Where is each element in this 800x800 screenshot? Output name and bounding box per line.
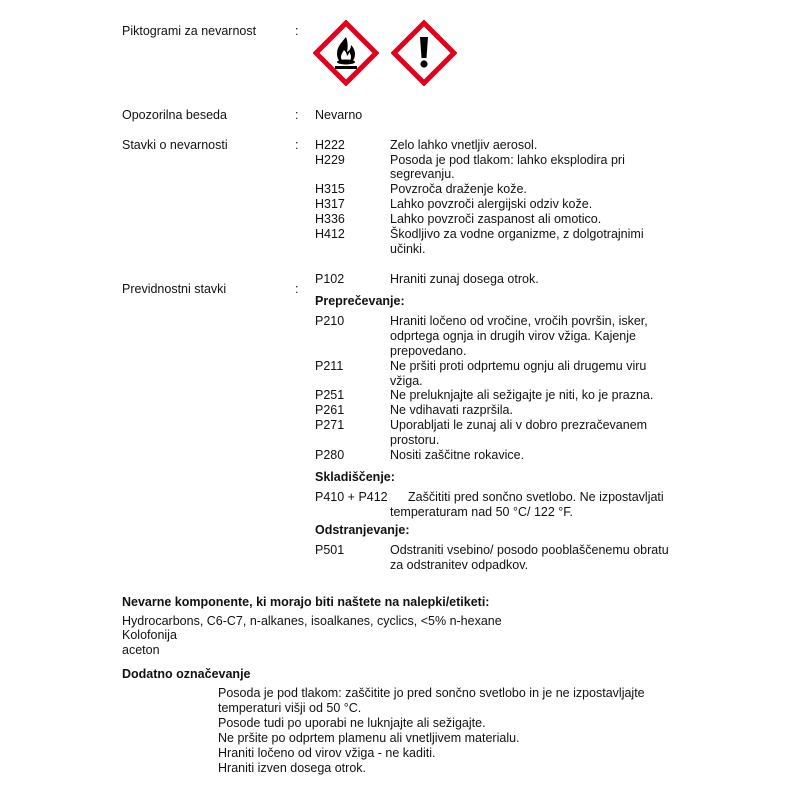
signal-word-colon: :: [295, 108, 299, 122]
statement-code: P261: [315, 403, 345, 417]
component-item: Hydrocarbons, C6-C7, n-alkanes, isoalkanes, cyclics, <5% n-hexane: [122, 614, 502, 628]
statement-text: Škodljivo za vodne organizme, z dolgotrajnimi: [390, 227, 644, 241]
statement-text: prostoru.: [390, 433, 440, 447]
statement-code: H229: [315, 153, 345, 167]
statement-code: H317: [315, 197, 345, 211]
statement-text: Povzroča draženje kože.: [390, 182, 527, 196]
disposal-heading: Odstranjevanje:: [315, 523, 410, 537]
statement-text: Ne preluknjajte ali sežigajte je niti, ko je prazna.: [390, 388, 654, 402]
statement-text: Ne vdihavati razpršila.: [390, 403, 513, 417]
statement-text: Lahko povzroči alergijski odziv kože.: [390, 197, 593, 211]
statement-text: Zaščititi pred sončno svetlobo. Ne izpostavljati: [408, 490, 664, 504]
prevention-heading: Preprečevanje:: [315, 294, 405, 308]
statement-text: vžiga.: [390, 374, 423, 388]
component-item: aceton: [122, 643, 160, 657]
precautionary-statements-label: Previdnostni stavki: [122, 282, 227, 296]
statement-text: za odstranitev odpadkov.: [390, 558, 529, 572]
statement-code: H315: [315, 182, 345, 196]
precautionary-statements-colon: :: [295, 282, 299, 296]
component-item: Kolofonija: [122, 628, 177, 642]
signal-word-label: Opozorilna beseda: [122, 108, 227, 122]
statement-code: P501: [315, 543, 345, 557]
statement-text: Uporabljati le zunaj ali v dobro prezračevanem: [390, 418, 648, 432]
hazard-statements-label: Stavki o nevarnosti: [122, 138, 228, 152]
statement-text: Posoda je pod tlakom: lahko eksplodira pri: [390, 153, 625, 167]
additional-line: Posoda je pod tlakom: zaščitite jo pred sončno svetlobo in je ne izpostavljajte: [218, 686, 645, 700]
statement-code: H336: [315, 212, 345, 226]
hazardous-components-heading: Nevarne komponente, ki morajo biti naštete na nalepki/etiketi:: [122, 595, 490, 609]
statement-code: P271: [315, 418, 345, 432]
statement-code: P280: [315, 448, 345, 462]
statement-text: Hraniti ločeno od vročine, vročih površin, isker,: [390, 314, 648, 328]
statement-text: Ne pršiti proti odprtemu ognju ali drugemu viru: [390, 359, 647, 373]
additional-line: temperaturi višji od 50 °C.: [218, 701, 362, 715]
statement-code: P211: [315, 359, 344, 373]
pictograms-colon: :: [295, 24, 299, 38]
statement-text: Nositi zaščitne rokavice.: [390, 448, 525, 462]
statement-code: H412: [315, 227, 345, 241]
statement-code: P410 + P412: [315, 490, 388, 504]
statement-text: učinki.: [390, 242, 426, 256]
statement-code: H222: [315, 138, 345, 152]
pictograms-label: Piktogrami za nevarnost: [122, 24, 257, 38]
additional-line: Hraniti ločeno od virov vžiga - ne kaditi.: [218, 746, 436, 760]
signal-word-value: Nevarno: [315, 108, 363, 122]
statement-code: P102: [315, 272, 345, 286]
statement-text: prepovedano.: [390, 344, 467, 358]
statement-text: Odstraniti vsebino/ posodo pooblaščenemu obratu: [390, 543, 669, 557]
statement-text: segrevanju.: [390, 167, 455, 181]
exclamation-mark-icon: [391, 20, 457, 86]
hazard-statements-colon: :: [295, 138, 299, 152]
additional-line: Hraniti izven dosega otrok.: [218, 761, 366, 775]
additional-line: Ne pršite po odprtem plamenu ali vnetljivem materialu.: [218, 731, 520, 745]
statement-code: P251: [315, 388, 345, 402]
statement-text: Zelo lahko vnetljiv aerosol.: [390, 138, 538, 152]
storage-heading: Skladiščenje:: [315, 470, 395, 484]
flame-icon: [313, 20, 379, 86]
statement-text: temperaturam nad 50 °C/ 122 °F.: [390, 505, 574, 519]
statement-text: odprtega ognja in drugih virov vžiga. Kajenje: [390, 329, 636, 343]
additional-labelling-heading: Dodatno označevanje: [122, 667, 251, 681]
statement-text: Lahko povzroči zaspanost ali omotico.: [390, 212, 602, 226]
additional-line: Posode tudi po uporabi ne luknjajte ali sežigajte.: [218, 716, 486, 730]
statement-code: P210: [315, 314, 345, 328]
statement-text: Hraniti zunaj dosega otrok.: [390, 272, 539, 286]
